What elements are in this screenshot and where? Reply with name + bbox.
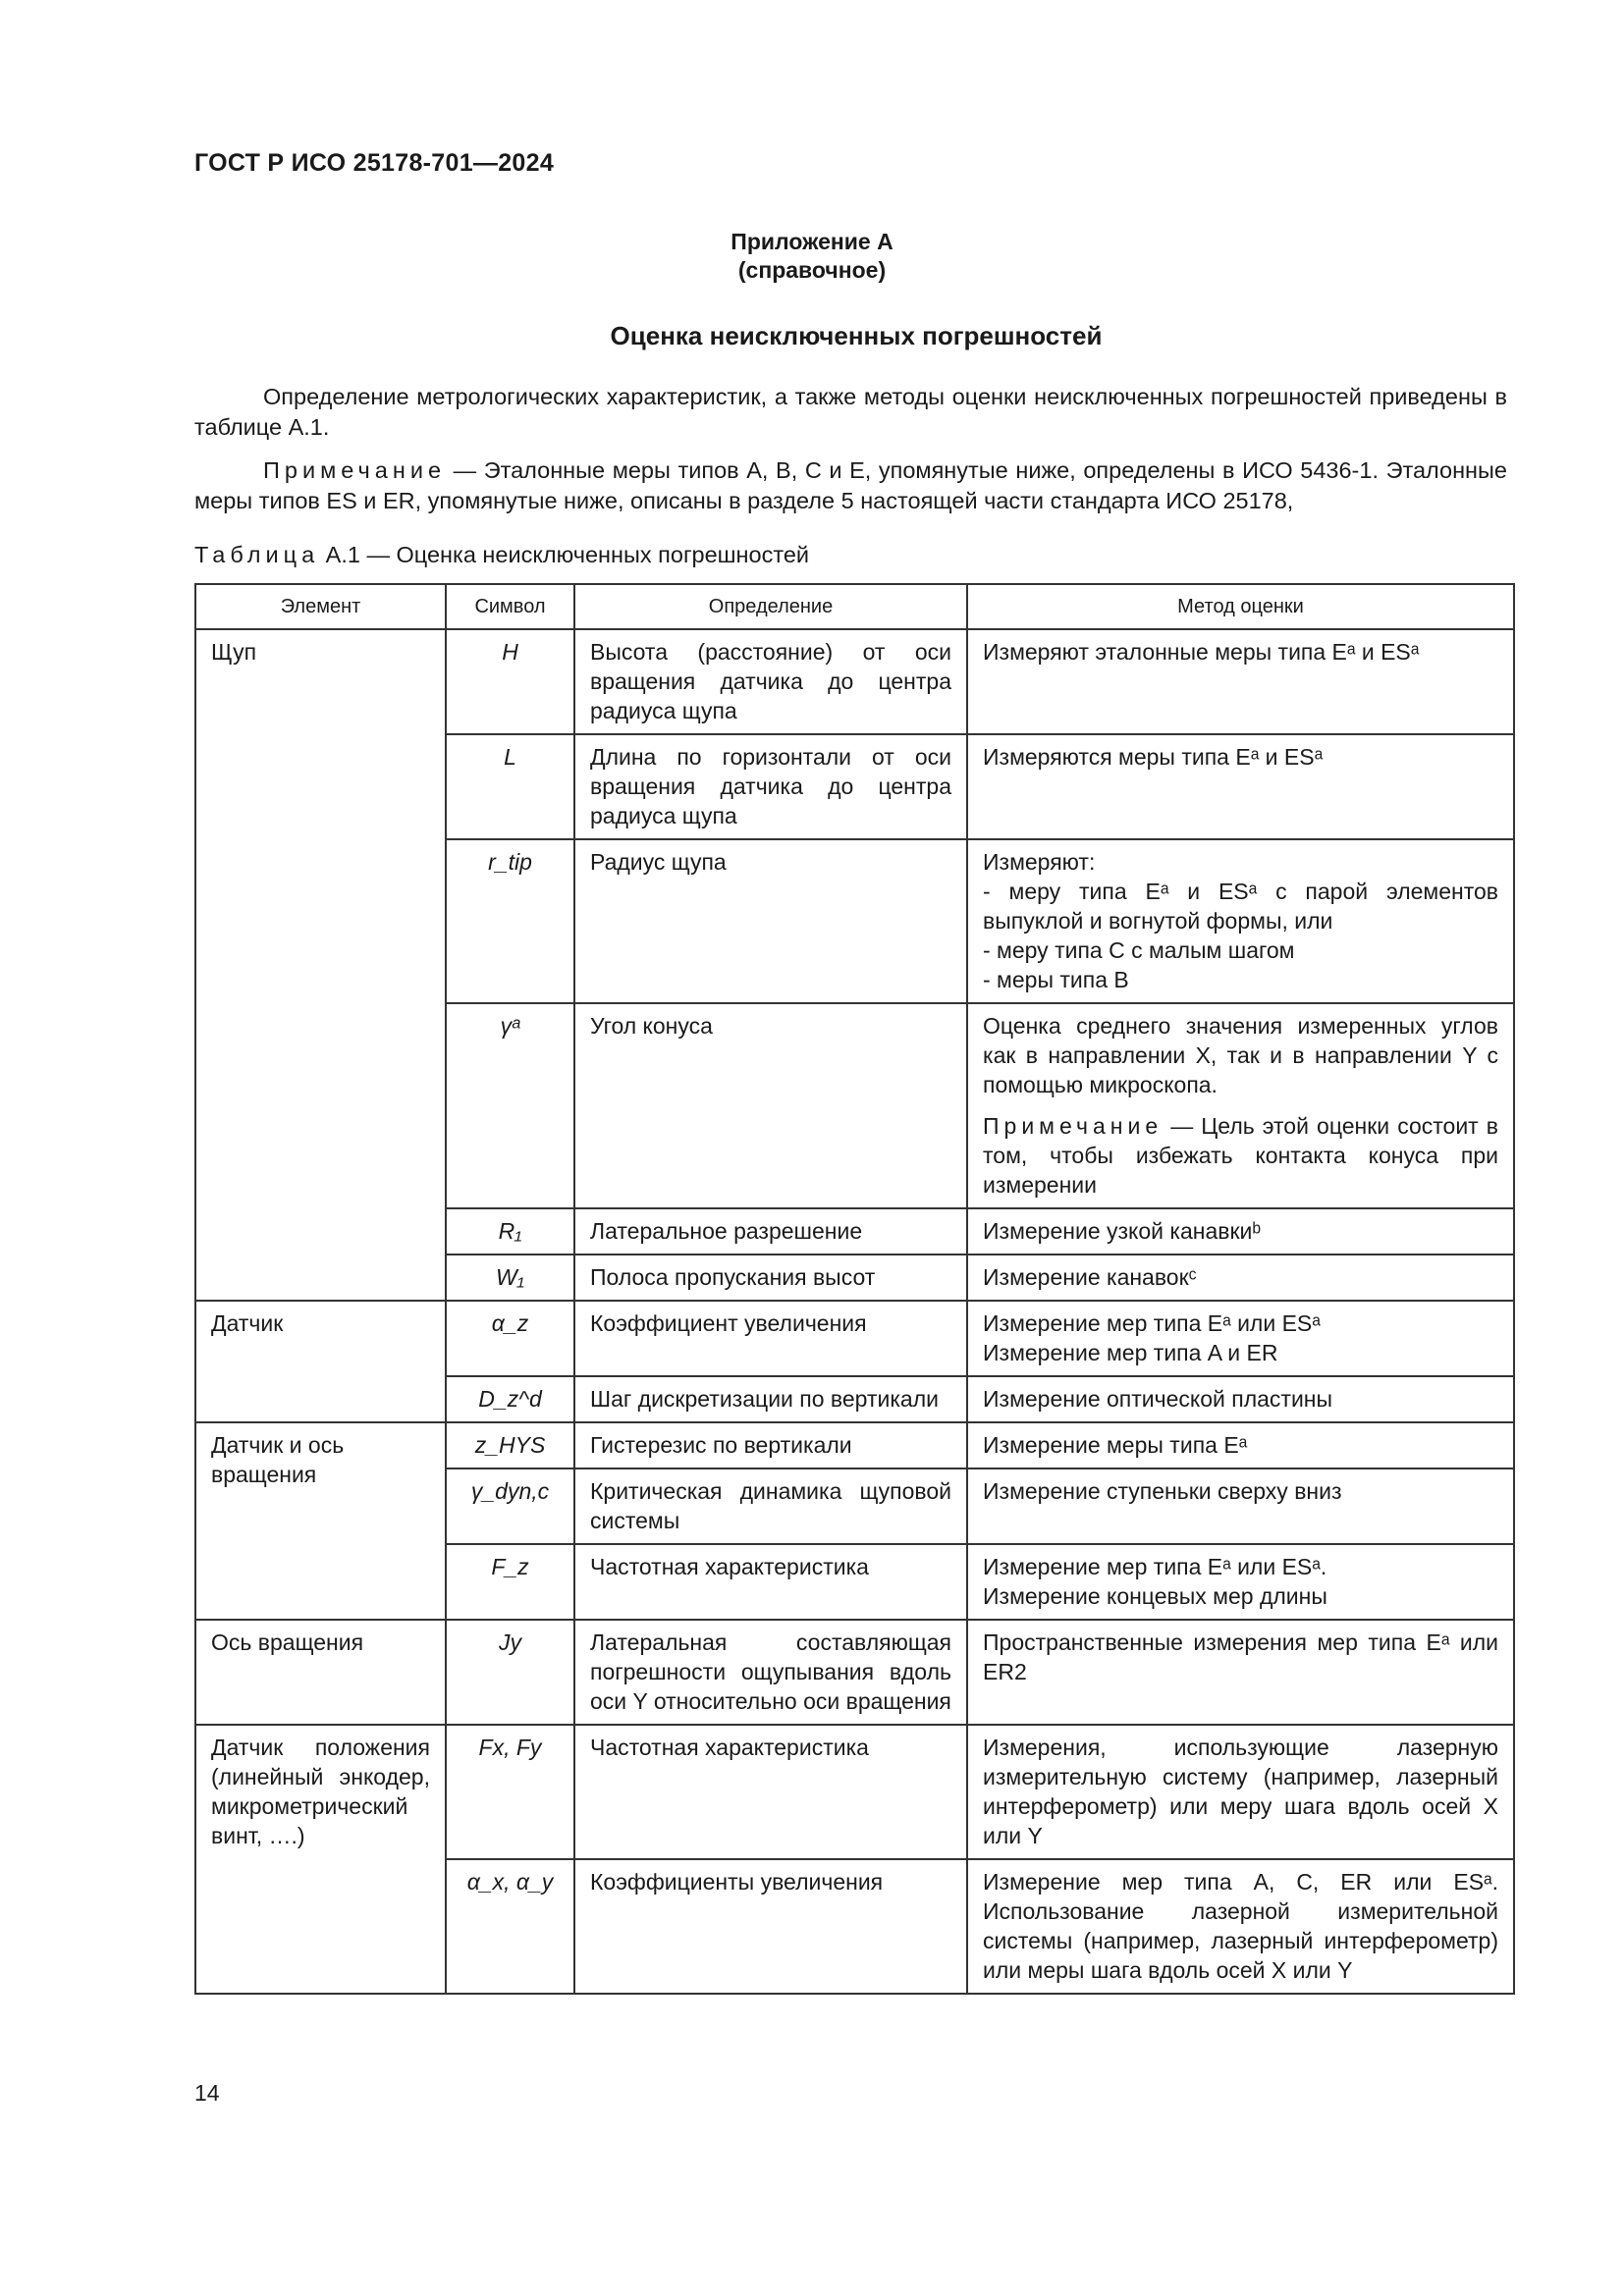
cell-symbol: Jy (446, 1620, 574, 1725)
table-caption (194, 542, 809, 568)
cell-symbol: z_HYS (446, 1422, 574, 1468)
cell-symbol: W₁ (446, 1255, 574, 1301)
cell-method (967, 1003, 1514, 1208)
cell-symbol: γᵃ (446, 1003, 574, 1208)
column-header-symbol: Символ (446, 584, 574, 629)
cell-method-note (983, 1111, 1498, 1200)
cell-element: Датчик положения (линейный энкодер, микрометрический винт, ….) (195, 1725, 446, 1994)
cell-definition: Длина по горизонтали от оси вращения датчика до центра радиуса щупа (574, 734, 967, 839)
cell-method: Измерение канавокᶜ (967, 1255, 1514, 1301)
cell-method: Измерение мер типа Eᵃ или ESᵃ. Измерение концевых мер длины (967, 1544, 1514, 1620)
cell-symbol: H (446, 629, 574, 734)
cell-definition: Частотная характеристика (574, 1544, 967, 1620)
cell-definition: Радиус щупа (574, 839, 967, 1003)
cell-method-text: Оценка среднего значения измеренных углов как в направлении X, так и в направлении Y с помощью микроскопа. (983, 1013, 1498, 1097)
annex-title: Приложение А (731, 229, 893, 254)
cell-element: Датчик (195, 1301, 446, 1422)
cell-note-label: Примечание (983, 1113, 1164, 1139)
cell-element: Щуп (195, 629, 446, 1301)
section-title: Оценка неисключенных погрешностей (610, 321, 1103, 350)
cell-method: Измерение узкой канавкиᵇ (967, 1208, 1514, 1255)
cell-definition: Гистерезис по вертикали (574, 1422, 967, 1468)
table-row (195, 1301, 1514, 1376)
cell-definition: Коэффициенты увеличения (574, 1859, 967, 1994)
cell-definition: Латеральная составляющая погрешности ощупывания вдоль оси Y относительно оси вращения (574, 1620, 967, 1725)
cell-symbol: R₁ (446, 1208, 574, 1255)
cell-definition: Латеральное разрешение (574, 1208, 967, 1255)
table-row (195, 1620, 1514, 1725)
cell-method: Измеряют эталонные меры типа Eᵃ и ESᵃ (967, 629, 1514, 734)
table-header-row (195, 584, 1514, 629)
cell-method: Измерение оптической пластины (967, 1376, 1514, 1422)
intro-paragraph: Определение метрологических характеристик, а также методы оценки неисключенных погрешностей приведены в таблице А.1. (194, 384, 1507, 440)
cell-method: Измеряются меры типа Eᵃ и ESᵃ (967, 734, 1514, 839)
uncertainty-table (194, 583, 1515, 1995)
cell-symbol: Fx, Fy (446, 1725, 574, 1859)
cell-symbol: α_z (446, 1301, 574, 1376)
cell-symbol: F_z (446, 1544, 574, 1620)
cell-definition: Полоса пропускания высот (574, 1255, 967, 1301)
cell-symbol: α_x, α_y (446, 1859, 574, 1994)
cell-definition: Частотная характеристика (574, 1725, 967, 1859)
cell-definition: Высота (расстояние) от оси вращения датчика до центра радиуса щупа (574, 629, 967, 734)
table-row (195, 1422, 1514, 1468)
cell-symbol: D_z^d (446, 1376, 574, 1422)
table-row (195, 629, 1514, 734)
cell-definition: Критическая динамика щуповой системы (574, 1468, 967, 1544)
cell-definition: Угол конуса (574, 1003, 967, 1208)
cell-method: Пространственные измерения мер типа Eᵃ или ER2 (967, 1620, 1514, 1725)
cell-method: Измерения, использующие лазерную измерительную систему (например, лазерный интерферометр) или меру шага вдоль осей X или Y (967, 1725, 1514, 1859)
note-paragraph (194, 455, 1507, 516)
cell-element: Датчик и ось вращения (195, 1422, 446, 1620)
annex-status: (справочное) (737, 257, 887, 283)
cell-method: Измерение меры типа Eᵃ (967, 1422, 1514, 1468)
document-id-header: ГОСТ Р ИСО 25178-701—2024 (194, 149, 555, 177)
cell-method: Измерение мер типа A, C, ER или ESᵃ. Использование лазерной измерительной системы (например, лазерный интерферометр) или меры шага вдоль осей X или Y (967, 1859, 1514, 1994)
page-number: 14 (194, 2080, 220, 2106)
cell-element: Ось вращения (195, 1620, 446, 1725)
note-text: — Эталонные меры типов А, В, С и Е, упомянутые ниже, определены в ИСО 5436-1. Эталонные меры типов ES и ER, упомянутые ниже, описаны в разделе 5 настоящей части стандарта ИСО 25178, (194, 457, 1507, 513)
table-caption-label: Таблица (194, 542, 320, 567)
table-row (195, 1725, 1514, 1859)
cell-symbol: L (446, 734, 574, 839)
cell-method: Измерение ступеньки сверху вниз (967, 1468, 1514, 1544)
column-header-element: Элемент (195, 584, 446, 629)
cell-method: Измеряют: - меру типа Eᵃ и ESᵃ с парой элементов выпуклой и вогнутой формы, или - меру типа C с малым шагом - меры типа B (967, 839, 1514, 1003)
cell-symbol: γ_dyn,c (446, 1468, 574, 1544)
cell-symbol: r_tip (446, 839, 574, 1003)
column-header-method: Метод оценки (967, 584, 1514, 629)
cell-method: Измерение мер типа Eᵃ или ESᵃ Измерение мер типа A и ER (967, 1301, 1514, 1376)
note-label: Примечание (263, 457, 447, 483)
cell-definition: Коэффициент увеличения (574, 1301, 967, 1376)
cell-definition: Шаг дискретизации по вертикали (574, 1376, 967, 1422)
cell-note-text: — Цель этой оценки состоит в том, чтобы избежать контакта конуса при измерении (983, 1113, 1498, 1198)
table-caption-text: А.1 — Оценка неисключенных погрешностей (319, 542, 810, 567)
column-header-definition: Определение (574, 584, 967, 629)
